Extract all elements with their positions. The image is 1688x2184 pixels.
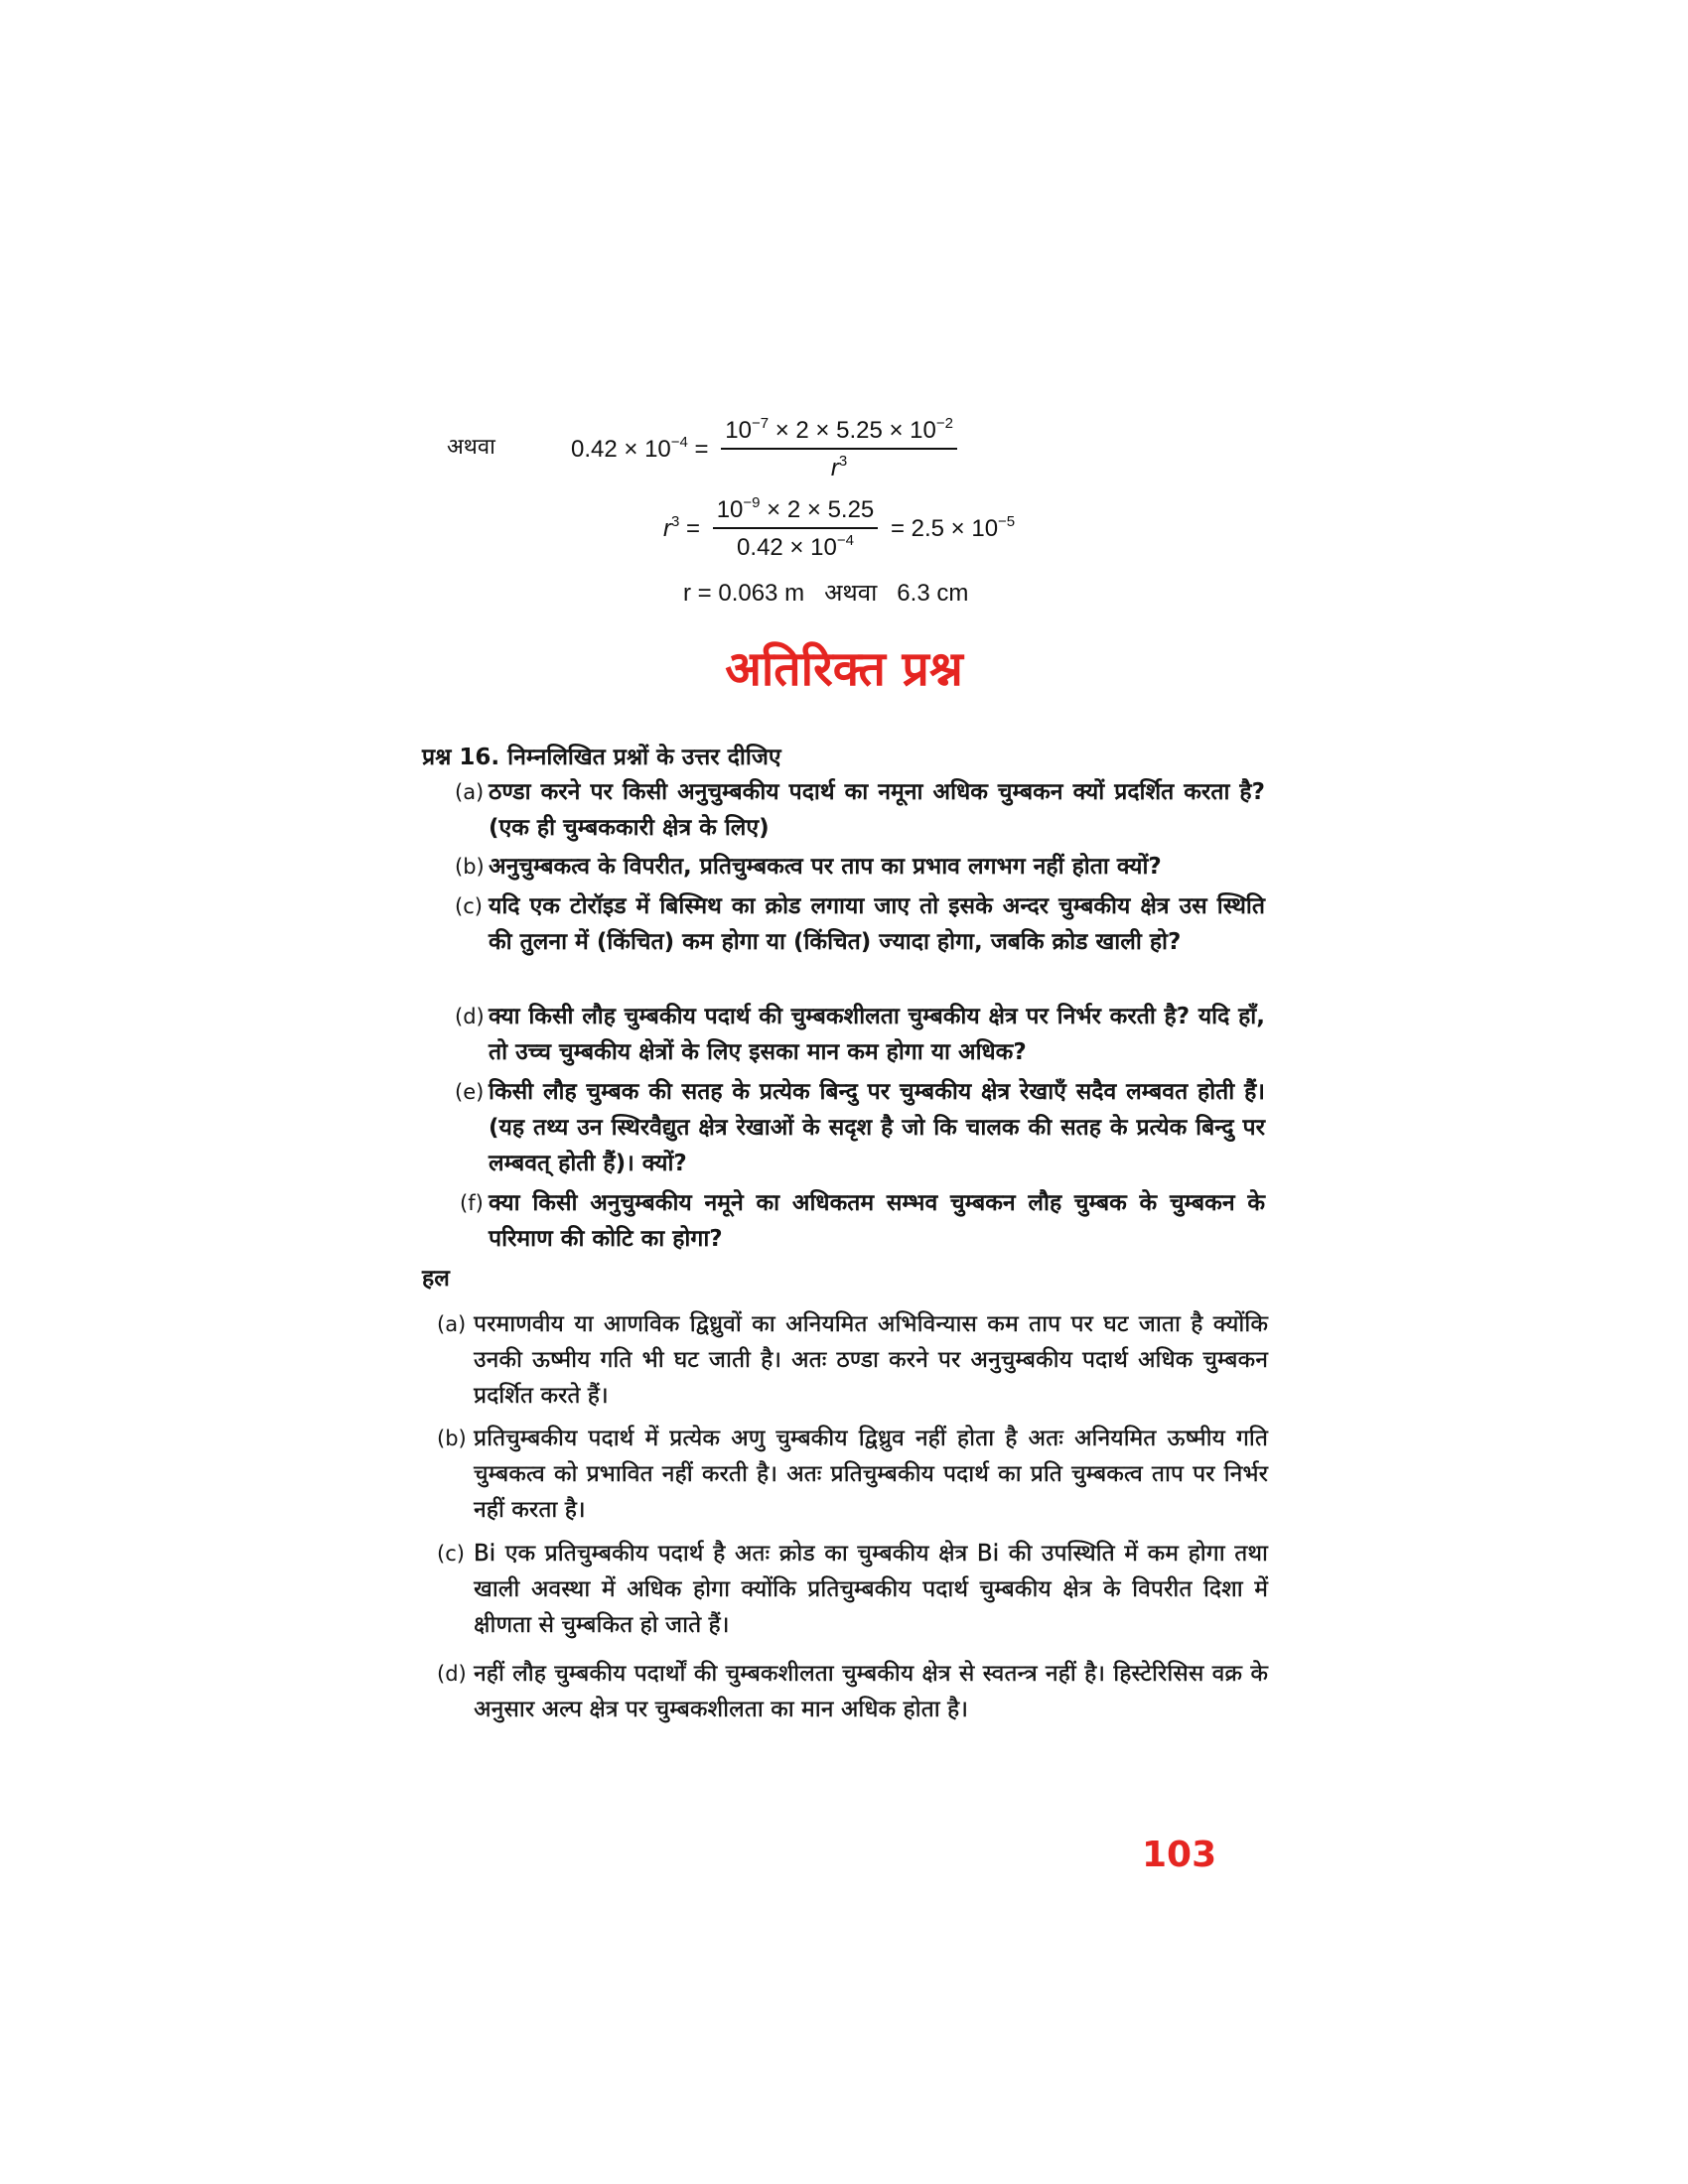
section-heading: अतिरिक्त प्रश्न xyxy=(725,641,963,697)
equation-1-lhs-exponent: −4 xyxy=(670,434,688,451)
question-part-text: क्या किसी अनुचुम्बकीय नमूने का अधिकतम सम्भव चुम्बकन लौह चुम्बक के चुम्बकन के परिमाण की कोटि का होगा? xyxy=(489,1190,1265,1252)
solution-part-label: (b) xyxy=(437,1427,467,1450)
question-header xyxy=(422,740,781,775)
equation-1-denominator: $r^3$ xyxy=(830,453,848,481)
question-part-label: (b) xyxy=(455,855,485,879)
equation-2 xyxy=(663,494,1015,562)
solution-label: हल xyxy=(422,1266,450,1292)
equation-2-lhs: r xyxy=(663,515,671,542)
solution-part-text: Bi एक प्रतिचुम्बकीय पदार्थ है अतः क्रोड का चुम्बकीय क्षेत्र Bi की उपस्थिति में कम होगा तथा खाली अवस्था में अधिक होगा क्योंकि प्रतिचुम्बकीय पदार्थ चुम्बकीय क्षेत्र के विपरीत दिशा में क्षीणता से चुम्बकित हो जाते हैं। xyxy=(474,1541,1268,1638)
equation-1-numerator: $10^{-7} \times 2 \times 5.25 \times 10^{-2}$ xyxy=(721,415,957,450)
equation-2-denominator: $0.42 \times 10^{-4}$ xyxy=(737,532,854,561)
equation-2-rhs: = $2.5 \times 10^{-5}$ xyxy=(890,513,1016,542)
equation-2-numerator: $10^{-9} \times 2 \times 5.25$ xyxy=(713,494,879,529)
question-part-text: क्या किसी लौह चुम्बकीय पदार्थ की चुम्बकशीलता चुम्बकीय क्षेत्र पर निर्भर करती है? यदि हाँ, तो उच्च चुम्बकीय क्षेत्रों के लिए इसका मान कम होगा या अधिक? xyxy=(489,1004,1265,1065)
solution-part-text: प्रतिचुम्बकीय पदार्थ में प्रत्येक अणु चुम्बकीय द्विध्रुव नहीं होता है अतः अनियमित ऊष्मीय गति चुम्बकत्व को प्रभावित नहीं करती है। अतः प्रतिचुम्बकीय पदार्थ का प्रति चुम्बकत्व ताप पर निर्भर नहीं करता है। xyxy=(474,1426,1268,1523)
equation-3: r = 0.063 m अथवा 6.3 cm xyxy=(683,580,969,607)
equation-1-lhs: 0.42 × 10 xyxy=(571,436,671,463)
question-prompt: निम्नलिखित प्रश्नों के उत्तर दीजिए xyxy=(507,745,781,770)
solution-part-label: (a) xyxy=(437,1312,467,1336)
question-part-label: (c) xyxy=(455,894,483,918)
equation-1-prefix: अथवा xyxy=(447,435,495,460)
equation-2-lhs-exponent: 3 xyxy=(671,513,680,530)
equation-1-equals: = xyxy=(694,436,709,463)
question-label: प्रश्न 16. xyxy=(422,745,500,770)
question-part-label: (a) xyxy=(455,780,485,804)
equation-2-fraction xyxy=(713,494,879,562)
question-part-text: अनुचुम्बकत्व के विपरीत, प्रतिचुम्बकत्व पर ताप का प्रभाव लगभग नहीं होता क्यों? xyxy=(489,854,1162,880)
question-part-label: (d) xyxy=(455,1005,485,1028)
equation-1-body xyxy=(571,415,963,482)
solution-part-label: (d) xyxy=(437,1662,467,1686)
equation-2-equals: = xyxy=(686,515,701,542)
question-part-text: यदि एक टोरॉइड में बिस्मिथ का क्रोड लगाया जाए तो इसके अन्दर चुम्बकीय क्षेत्र उस स्थिति की तुलना में (किंचित) कम होगा या (किंचित) ज्यादा होगा, जबकि क्रोड खाली हो? xyxy=(489,893,1265,955)
solution-part-text: परमाणवीय या आणविक द्विध्रुवों का अनियमित अभिविन्यास कम ताप पर घट जाता है क्योंकि उनकी ऊष्मीय गति भी घट जाती है। अतः ठण्डा करने पर अनुचुम्बकीय पदार्थ अधिक चुम्बकन प्रदर्शित करते हैं। xyxy=(474,1311,1268,1409)
solution-part-text: नहीं लौह चुम्बकीय पदार्थों की चुम्बकशीलता चुम्बकीय क्षेत्र से स्वतन्त्र नहीं है। हिस्टेरिसिस वक्र के अनुसार अल्प क्षेत्र पर चुम्बकशीलता का मान अधिक होता है। xyxy=(474,1661,1268,1722)
equation-1-fraction xyxy=(721,415,957,482)
question-part-label: (e) xyxy=(455,1080,485,1104)
solution-part-label: (c) xyxy=(437,1542,465,1566)
page-number: 103 xyxy=(1142,1835,1217,1875)
question-part-text: ठण्डा करने पर किसी अनुचुम्बकीय पदार्थ का नमूना अधिक चुम्बकन क्यों प्रदर्शित करता है? (एक ही चुम्बककारी क्षेत्र के लिए) xyxy=(489,779,1265,841)
question-part-label: (f) xyxy=(460,1191,484,1215)
question-part-text: किसी लौह चुम्बक की सतह के प्रत्येक बिन्दु पर चुम्बकीय क्षेत्र रेखाएँ सदैव लम्बवत होती हैं। (यह तथ्य उन स्थिरवैद्युत क्षेत्र रेखाओं के सदृश है जो कि चालक की सतह के प्रत्येक बिन्दु पर लम्बवत् होती हैं)। क्यों? xyxy=(489,1079,1265,1176)
